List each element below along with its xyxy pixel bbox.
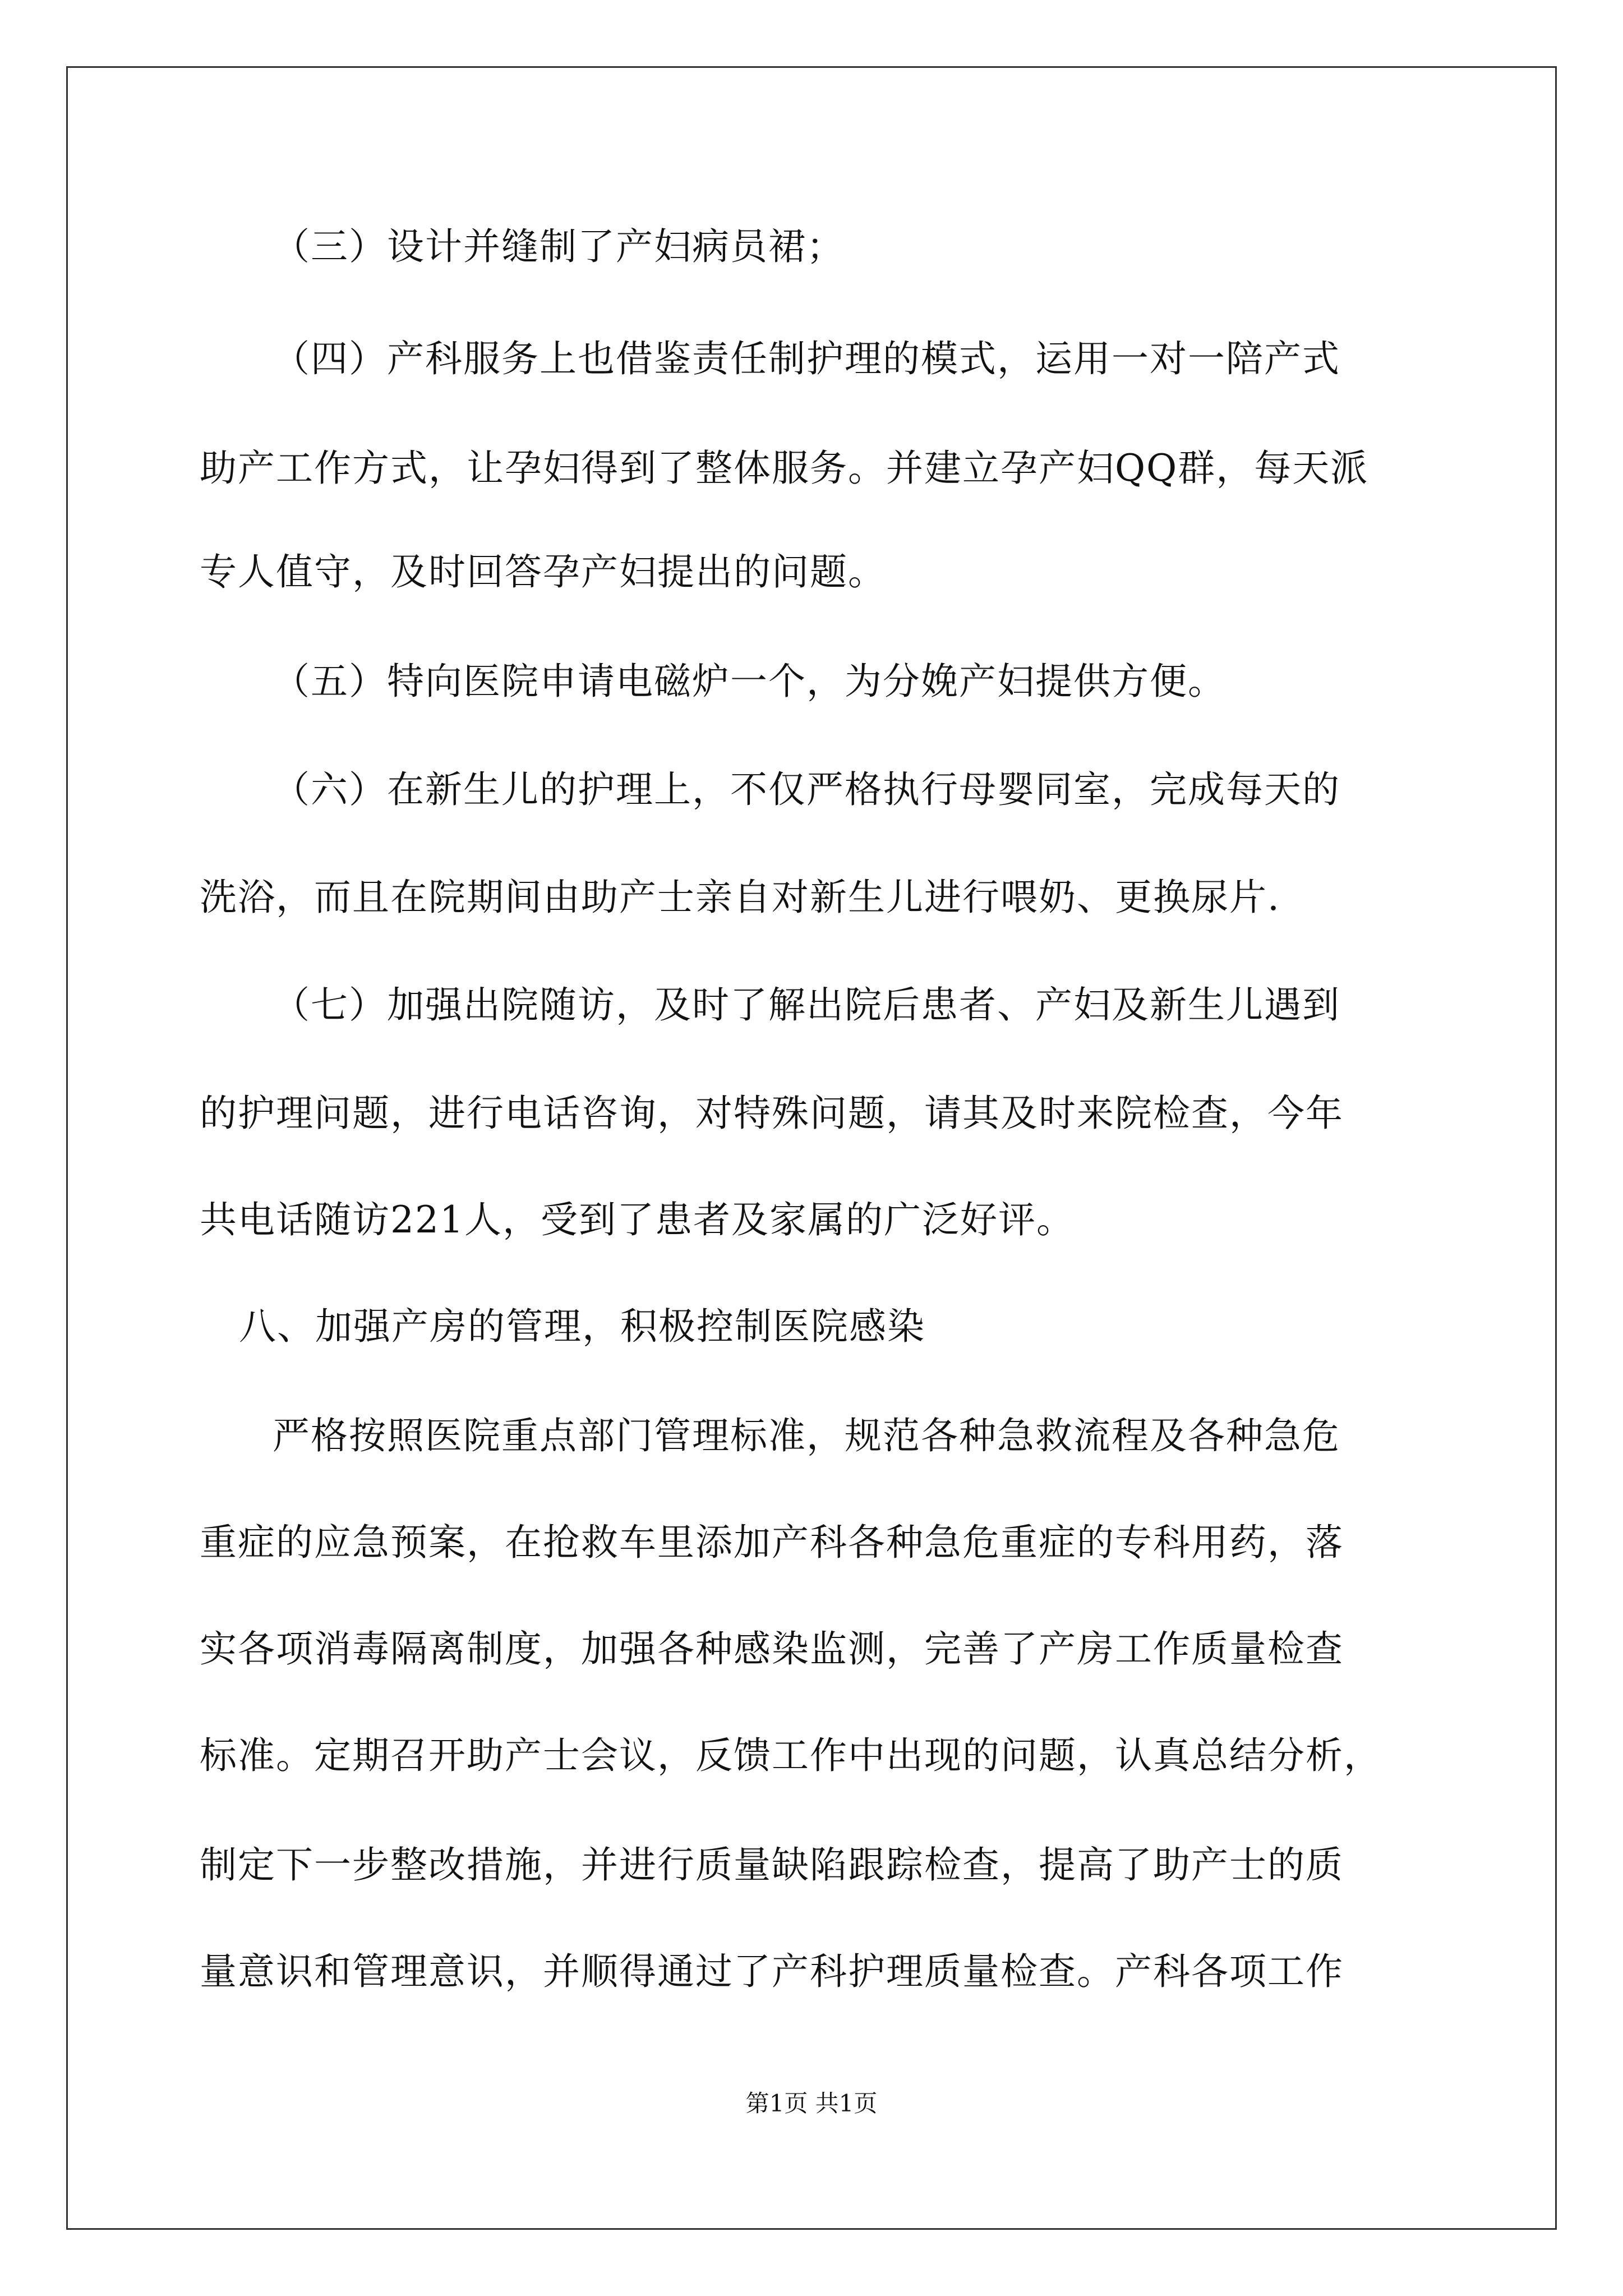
paragraph-line: 制定下一步整改措施，并进行质量缺陷跟踪检查，提高了助产士的质 bbox=[200, 1843, 1344, 1887]
paragraph-line: 共电话随访221人，受到了患者及家属的广泛好评。 bbox=[200, 1198, 1075, 1241]
section-heading: 八、加强产房的管理，积极控制医院感染 bbox=[239, 1305, 925, 1348]
page-footer: 第1页 共1页 bbox=[745, 2090, 878, 2117]
paragraph-line: 重症的应急预案，在抢救车里添加产科各种急危重症的专科用药，落 bbox=[200, 1521, 1344, 1564]
page-border bbox=[66, 66, 1557, 2230]
paragraph-line: （五）特向医院申请电磁炉一个，为分娩产妇提供方便。 bbox=[273, 660, 1226, 703]
paragraph-line: 专人值守，及时回答孕产妇提出的问题。 bbox=[200, 550, 886, 593]
paragraph-line: 标准。定期召开助产士会议，反馈工作中出现的问题，认真总结分析， bbox=[200, 1734, 1382, 1777]
paragraph-line: （四）产科服务上也借鉴责任制护理的模式，运用一对一陪产式 bbox=[273, 337, 1340, 380]
paragraph-line: 的护理问题，进行电话咨询，对特殊问题，请其及时来院检查，今年 bbox=[200, 1092, 1344, 1135]
paragraph-line: 助产工作方式，让孕妇得到了整体服务。并建立孕产妇QQ群，每天派 bbox=[200, 447, 1369, 490]
paragraph-line: （六）在新生儿的护理上，不仅严格执行母婴同室，完成每天的 bbox=[273, 768, 1340, 811]
paragraph-line: （三）设计并缝制了产妇病员裙； bbox=[273, 225, 845, 268]
paragraph-line: 实各项消毒隔离制度，加强各种感染监测，完善了产房工作质量检查 bbox=[200, 1627, 1344, 1671]
paragraph-line: 洗浴，而且在院期间由助产士亲自对新生儿进行喂奶、更换尿片. bbox=[200, 876, 1280, 919]
paragraph-line: （七）加强出院随访，及时了解出院后患者、产妇及新生儿遇到 bbox=[273, 983, 1340, 1027]
paragraph-line: 严格按照医院重点部门管理标准，规范各种急救流程及各种急危 bbox=[273, 1414, 1340, 1457]
paragraph-line: 量意识和管理意识，并顺得通过了产科护理质量检查。产科各项工作 bbox=[200, 1950, 1344, 1993]
